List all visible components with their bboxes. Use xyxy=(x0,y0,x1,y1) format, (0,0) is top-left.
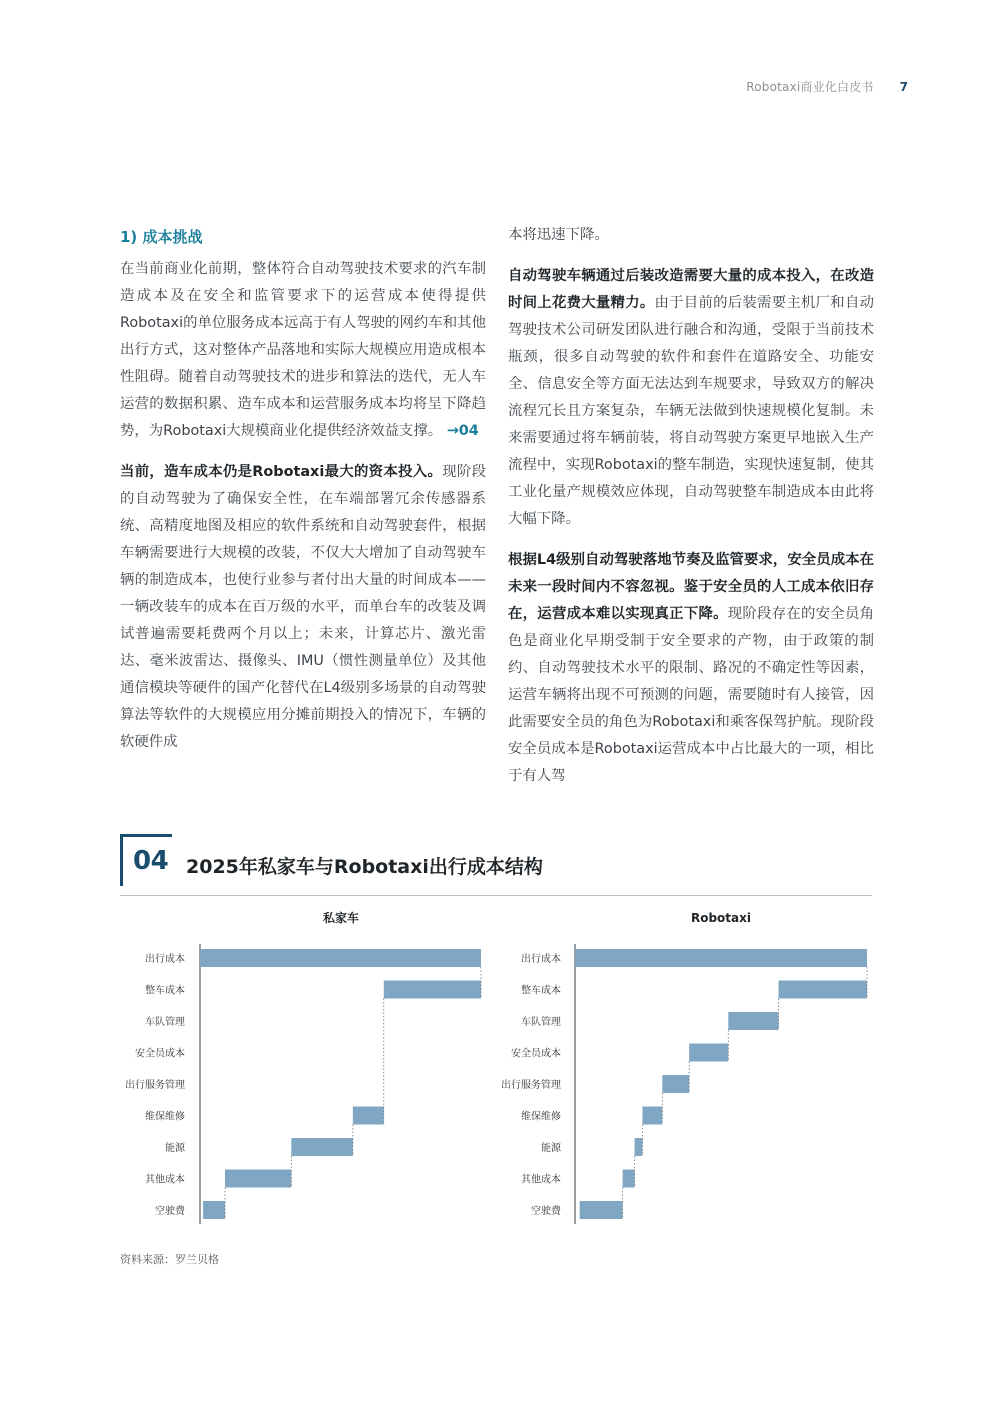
paragraph-retrofit-lead: 自动驾驶车辆通过后装改造需要大量的成本投入，在改造时间上花费大量精力。 xyxy=(508,268,874,311)
waterfall-bar xyxy=(689,1044,728,1062)
category-label: 出行成本 xyxy=(145,954,185,965)
waterfall-bar xyxy=(384,981,481,999)
category-label: 空驶费 xyxy=(531,1206,561,1217)
chart-0 xyxy=(125,910,481,1224)
category-label: 出行服务管理 xyxy=(125,1080,185,1091)
waterfall-bar xyxy=(728,1012,778,1030)
figure-title: 2025年私家车与Robotaxi出行成本结构 xyxy=(186,856,543,878)
category-label: 整车成本 xyxy=(145,985,185,997)
category-label: 其他成本 xyxy=(521,1174,561,1186)
chart-title: 私家车 xyxy=(322,911,360,925)
category-label: 能源 xyxy=(165,1143,185,1154)
page-number: 7 xyxy=(899,79,908,94)
paragraph-safety-officer-lead: 根据L4级别自动驾驶落地节奏及监管要求，安全员成本在未来一段时间内不容忽视。鉴于安全员的人工成本依旧存在，运营成本难以实现真正下降。 xyxy=(508,552,874,622)
waterfall-bar xyxy=(291,1138,353,1156)
paragraph-vehicle-cost xyxy=(120,459,486,756)
waterfall-bar xyxy=(662,1075,689,1093)
paragraph-vehicle-cost-body: 现阶段的自动驾驶为了确保安全性，在车端部署冗余传感器系统、高精度地图及相应的软件系统和自动驾驶套件，根据车辆需要进行大规模的改装，不仅大大增加了自动驾驶车辆的制造成本，也使行业参与者付出大量的时间成本——一辆改装车的成本在百万级的水平，而单台车的改装及调试普遍需要耗费两个月以上；未来，计算芯片、激光雷达、毫米波雷达、摄像头、IMU（惯性测量单位）及其他通信模块等硬件的国产化替代在L4级别多场景的自动驾驶算法等软件的大规模应用分摊前期投入的情况下，车辆的软硬件成 xyxy=(120,464,486,750)
category-label: 安全员成本 xyxy=(135,1048,185,1060)
waterfall-bar xyxy=(203,1201,225,1219)
waterfall-bar xyxy=(623,1170,635,1188)
waterfall-bar xyxy=(200,949,481,967)
category-label: 车队管理 xyxy=(145,1017,185,1028)
paragraph-retrofit-body: 由于目前的后装需要主机厂和自动驾驶技术公司研发团队进行融合和沟通，受限于当前技术瓶颈，很多自动驾驶的软件和套件在道路安全、功能安全、信息安全等方面无法达到车规要求，导致双方的解决流程冗长且方案复杂，车辆无法做到快速规模化复制。未来需要通过将车辆前装，将自动驾驶方案更早地嵌入生产流程中，实现Robotaxi的整车制造，实现快速复制，使其工业化量产规模效应体现，自动驾驶整车制造成本由此将大幅下降。 xyxy=(508,295,874,527)
figure-number: 04 xyxy=(133,846,169,876)
waterfall-bar xyxy=(580,1201,623,1219)
figure-header xyxy=(120,832,872,896)
category-label: 维保维修 xyxy=(145,1111,185,1123)
chart-1 xyxy=(501,911,867,1224)
paragraph-safety-officer xyxy=(508,547,874,790)
paragraph-safety-officer-body: 现阶段存在的安全员角色是商业化早期受制于安全要求的产物，由于政策的制约、自动驾驶技术水平的限制、路况的不确定性等因素，运营车辆将出现不可预测的问题，需要随时有人接管，因此需要安全员的角色为Robotaxi和乘客保驾护航。现阶段安全员成本是Robotaxi运营成本中占比最大的一项，相比于有人驾 xyxy=(508,606,874,784)
category-label: 安全员成本 xyxy=(511,1048,561,1060)
waterfall-bar xyxy=(225,1170,291,1188)
left-column xyxy=(120,222,486,770)
chart-title: Robotaxi xyxy=(690,911,752,925)
paragraph-intro xyxy=(120,256,486,445)
category-label: 出行成本 xyxy=(521,954,561,965)
section-heading: 1) 成本挑战 xyxy=(120,228,203,246)
waterfall-bar xyxy=(779,981,867,999)
waterfall-bar xyxy=(635,1138,643,1156)
category-label: 空驶费 xyxy=(155,1206,185,1217)
page-header xyxy=(746,78,908,95)
waterfall-bar xyxy=(353,1107,384,1125)
category-label: 能源 xyxy=(541,1143,561,1154)
figure-reference-link[interactable]: →04 xyxy=(446,423,479,439)
waterfall-bar xyxy=(642,1107,662,1125)
category-label: 其他成本 xyxy=(145,1174,185,1186)
right-column xyxy=(508,222,874,804)
waterfall-charts xyxy=(120,900,872,1230)
category-label: 车队管理 xyxy=(521,1017,561,1028)
category-label: 整车成本 xyxy=(521,985,561,997)
document-title: Robotaxi商业化白皮书 xyxy=(746,80,874,94)
paragraph-intro-text: 在当前商业化前期，整体符合自动驾驶技术要求的汽车制造成本及在安全和监管要求下的运营成本使得提供Robotaxi的单位服务成本远高于有人驾驶的网约车和其他出行方式，这对整体产品落地和实际大规模应用造成根本性阻碍。随着自动驾驶技术的进步和算法的迭代，无人车运营的数据积累、造车成本和运营服务成本均将呈下降趋势，为Robotaxi大规模商业化提供经济效益支撑。 xyxy=(120,261,486,439)
paragraph-vehicle-cost-lead: 当前，造车成本仍是Robotaxi最大的资本投入。 xyxy=(120,464,443,480)
paragraph-retrofit xyxy=(508,263,874,533)
figure-source: 资料来源：罗兰贝格 xyxy=(120,1253,219,1266)
paragraph-continuation: 本将迅速下降。 xyxy=(508,227,609,243)
category-label: 出行服务管理 xyxy=(501,1080,561,1091)
waterfall-bar xyxy=(575,949,867,967)
category-label: 维保维修 xyxy=(521,1111,561,1123)
